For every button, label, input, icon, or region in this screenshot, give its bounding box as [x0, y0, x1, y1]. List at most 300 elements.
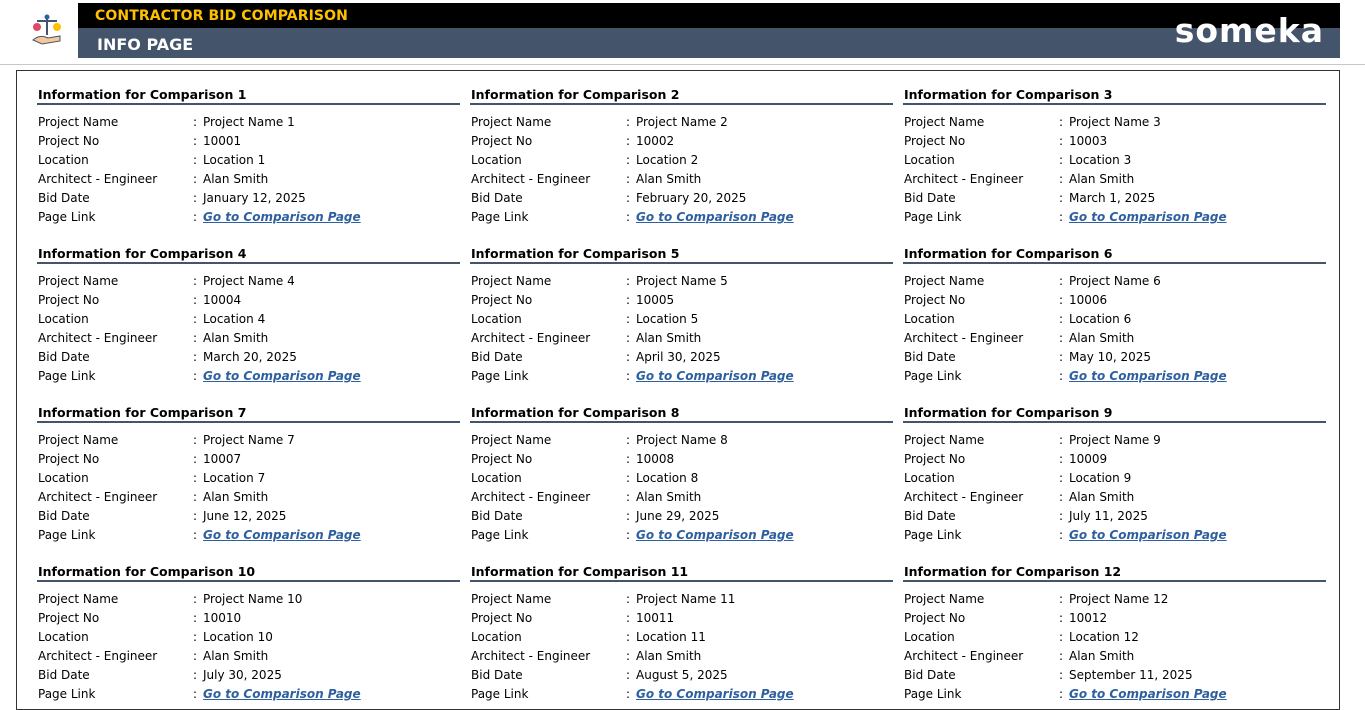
value-project-name: Project Name 3 — [1069, 115, 1161, 129]
go-to-comparison-link[interactable]: Go to Comparison Page — [1069, 369, 1227, 383]
label-page-link: Page Link — [471, 687, 529, 701]
value-bid-date: April 30, 2025 — [636, 350, 721, 364]
label-location: Location — [38, 312, 89, 326]
value-bid-date: August 5, 2025 — [636, 668, 728, 682]
comparison-card-1 — [37, 86, 460, 233]
row-location — [470, 469, 893, 488]
row-bid-date — [470, 189, 893, 208]
label-project-no: Project No — [38, 134, 100, 148]
colon: : — [1059, 630, 1064, 644]
app-logo — [16, 3, 78, 58]
label-project-name: Project Name — [38, 592, 119, 606]
colon: : — [193, 331, 198, 345]
label-page-link: Page Link — [38, 687, 96, 701]
colon: : — [626, 490, 631, 504]
row-project-name — [470, 272, 893, 291]
row-location — [903, 628, 1326, 647]
row-page-link — [37, 526, 460, 545]
colon: : — [1059, 210, 1064, 224]
label-architect: Architect - Engineer — [471, 331, 591, 345]
value-project-name: Project Name 6 — [1069, 274, 1161, 288]
row-page-link — [903, 685, 1326, 704]
value-project-no: 10010 — [203, 611, 242, 625]
label-bid-date: Bid Date — [38, 350, 90, 364]
label-project-name: Project Name — [471, 115, 552, 129]
value-project-name: Project Name 1 — [203, 115, 295, 129]
value-bid-date: March 1, 2025 — [1069, 191, 1156, 205]
row-page-link — [470, 208, 893, 227]
go-to-comparison-link[interactable]: Go to Comparison Page — [203, 528, 361, 542]
row-project-no — [470, 609, 893, 628]
colon: : — [193, 153, 198, 167]
value-project-name: Project Name 4 — [203, 274, 295, 288]
label-bid-date: Bid Date — [471, 509, 523, 523]
row-bid-date — [37, 507, 460, 526]
row-project-no — [37, 132, 460, 151]
colon: : — [193, 210, 198, 224]
value-project-no: 10005 — [636, 293, 675, 307]
info-panel — [16, 70, 1340, 710]
comparison-card-8 — [470, 404, 893, 551]
row-location — [470, 310, 893, 329]
row-project-name — [37, 431, 460, 450]
value-project-name: Project Name 10 — [203, 592, 303, 606]
comparison-card-12 — [903, 563, 1326, 710]
row-bid-date — [470, 507, 893, 526]
label-project-no: Project No — [904, 611, 966, 625]
row-architect — [470, 488, 893, 507]
colon: : — [1059, 687, 1064, 701]
colon: : — [193, 528, 198, 542]
go-to-comparison-link[interactable]: Go to Comparison Page — [636, 528, 794, 542]
colon: : — [626, 274, 631, 288]
colon: : — [193, 134, 198, 148]
value-location: Location 4 — [203, 312, 266, 326]
value-bid-date: January 12, 2025 — [203, 191, 306, 205]
row-page-link — [903, 526, 1326, 545]
row-page-link — [470, 367, 893, 386]
row-location — [470, 151, 893, 170]
value-location: Location 1 — [203, 153, 266, 167]
value-bid-date: June 12, 2025 — [203, 509, 287, 523]
colon: : — [626, 153, 631, 167]
value-project-no: 10007 — [203, 452, 242, 466]
colon: : — [193, 630, 198, 644]
colon: : — [626, 350, 631, 364]
colon: : — [193, 172, 198, 186]
label-bid-date: Bid Date — [904, 191, 956, 205]
row-location — [470, 628, 893, 647]
colon: : — [1059, 668, 1064, 682]
value-architect: Alan Smith — [1069, 331, 1135, 345]
value-project-name: Project Name 12 — [1069, 592, 1169, 606]
row-bid-date — [903, 666, 1326, 685]
colon: : — [1059, 528, 1064, 542]
row-project-name — [903, 272, 1326, 291]
comparison-card-7 — [37, 404, 460, 551]
card-title: Information for Comparison 4 — [37, 245, 460, 264]
row-bid-date — [37, 189, 460, 208]
label-architect: Architect - Engineer — [38, 490, 158, 504]
value-location: Location 9 — [1069, 471, 1132, 485]
colon: : — [193, 687, 198, 701]
row-bid-date — [903, 507, 1326, 526]
label-project-name: Project Name — [38, 433, 119, 447]
value-architect: Alan Smith — [636, 331, 702, 345]
label-page-link: Page Link — [38, 528, 96, 542]
colon: : — [626, 509, 631, 523]
colon: : — [1059, 649, 1064, 663]
colon: : — [1059, 153, 1064, 167]
comparison-card-9 — [903, 404, 1326, 551]
value-location: Location 11 — [636, 630, 706, 644]
row-project-no — [903, 609, 1326, 628]
label-location: Location — [38, 630, 89, 644]
colon: : — [193, 191, 198, 205]
value-project-no: 10006 — [1069, 293, 1108, 307]
value-bid-date: June 29, 2025 — [636, 509, 720, 523]
row-architect — [470, 170, 893, 189]
value-location: Location 5 — [636, 312, 699, 326]
comparison-card-6 — [903, 245, 1326, 392]
label-architect: Architect - Engineer — [471, 172, 591, 186]
colon: : — [193, 293, 198, 307]
row-architect — [903, 488, 1326, 507]
card-title: Information for Comparison 6 — [903, 245, 1326, 264]
label-architect: Architect - Engineer — [38, 331, 158, 345]
colon: : — [193, 274, 198, 288]
page-title: INFO PAGE — [97, 35, 194, 54]
label-project-name: Project Name — [904, 592, 985, 606]
row-page-link — [903, 208, 1326, 227]
colon: : — [1059, 433, 1064, 447]
row-project-no — [37, 609, 460, 628]
row-bid-date — [470, 348, 893, 367]
colon: : — [626, 649, 631, 663]
row-project-no — [470, 132, 893, 151]
header-divider — [0, 64, 1365, 65]
colon: : — [626, 172, 631, 186]
colon: : — [1059, 134, 1064, 148]
card-title: Information for Comparison 12 — [903, 563, 1326, 582]
go-to-comparison-link[interactable]: Go to Comparison Page — [203, 369, 361, 383]
value-location: Location 8 — [636, 471, 699, 485]
colon: : — [1059, 191, 1064, 205]
label-page-link: Page Link — [38, 369, 96, 383]
label-location: Location — [904, 153, 955, 167]
label-page-link: Page Link — [904, 528, 962, 542]
label-project-name: Project Name — [471, 592, 552, 606]
colon: : — [193, 509, 198, 523]
row-bid-date — [37, 348, 460, 367]
row-architect — [903, 170, 1326, 189]
label-architect: Architect - Engineer — [38, 172, 158, 186]
value-architect: Alan Smith — [203, 490, 269, 504]
row-project-no — [37, 291, 460, 310]
go-to-comparison-link[interactable]: Go to Comparison Page — [636, 687, 794, 701]
colon: : — [1059, 350, 1064, 364]
label-page-link: Page Link — [471, 369, 529, 383]
label-page-link: Page Link — [904, 369, 962, 383]
value-architect: Alan Smith — [1069, 490, 1135, 504]
row-location — [37, 628, 460, 647]
label-project-no: Project No — [471, 293, 533, 307]
row-project-name — [37, 113, 460, 132]
row-project-name — [37, 590, 460, 609]
value-project-no: 10004 — [203, 293, 242, 307]
label-project-name: Project Name — [38, 274, 119, 288]
colon: : — [193, 369, 198, 383]
comparison-card-3 — [903, 86, 1326, 233]
row-architect — [37, 329, 460, 348]
colon: : — [1059, 369, 1064, 383]
label-page-link: Page Link — [471, 528, 529, 542]
row-location — [903, 310, 1326, 329]
label-project-no: Project No — [38, 452, 100, 466]
row-architect — [37, 170, 460, 189]
row-page-link — [37, 685, 460, 704]
row-project-name — [903, 113, 1326, 132]
value-bid-date: May 10, 2025 — [1069, 350, 1152, 364]
colon: : — [1059, 331, 1064, 345]
colon: : — [193, 592, 198, 606]
colon: : — [626, 312, 631, 326]
colon: : — [1059, 611, 1064, 625]
label-architect: Architect - Engineer — [904, 649, 1024, 663]
value-project-no: 10008 — [636, 452, 675, 466]
colon: : — [193, 115, 198, 129]
value-project-no: 10003 — [1069, 134, 1108, 148]
comparison-card-5 — [470, 245, 893, 392]
colon: : — [193, 649, 198, 663]
label-project-name: Project Name — [904, 433, 985, 447]
card-title: Information for Comparison 8 — [470, 404, 893, 423]
label-project-no: Project No — [471, 611, 533, 625]
label-location: Location — [38, 471, 89, 485]
colon: : — [1059, 471, 1064, 485]
card-title: Information for Comparison 2 — [470, 86, 893, 105]
colon: : — [626, 191, 631, 205]
brand-logo[interactable]: someka — [1174, 11, 1324, 50]
go-to-comparison-link[interactable]: Go to Comparison Page — [636, 369, 794, 383]
label-project-no: Project No — [38, 611, 100, 625]
row-page-link — [903, 367, 1326, 386]
label-architect: Architect - Engineer — [904, 331, 1024, 345]
card-title: Information for Comparison 10 — [37, 563, 460, 582]
colon: : — [626, 210, 631, 224]
comparison-card-11 — [470, 563, 893, 710]
card-title: Information for Comparison 5 — [470, 245, 893, 264]
row-project-no — [903, 291, 1326, 310]
card-title: Information for Comparison 1 — [37, 86, 460, 105]
row-page-link — [37, 208, 460, 227]
colon: : — [193, 471, 198, 485]
label-bid-date: Bid Date — [38, 509, 90, 523]
label-page-link: Page Link — [904, 210, 962, 224]
label-location: Location — [471, 630, 522, 644]
value-project-name: Project Name 5 — [636, 274, 728, 288]
label-location: Location — [38, 153, 89, 167]
colon: : — [193, 433, 198, 447]
label-project-no: Project No — [38, 293, 100, 307]
value-location: Location 10 — [203, 630, 273, 644]
value-bid-date: July 11, 2025 — [1069, 509, 1148, 523]
row-architect — [903, 329, 1326, 348]
label-page-link: Page Link — [471, 210, 529, 224]
label-page-link: Page Link — [904, 687, 962, 701]
label-location: Location — [471, 312, 522, 326]
value-project-no: 10011 — [636, 611, 675, 625]
value-location: Location 7 — [203, 471, 266, 485]
row-project-name — [470, 590, 893, 609]
row-page-link — [470, 685, 893, 704]
value-architect: Alan Smith — [203, 331, 269, 345]
label-location: Location — [904, 630, 955, 644]
value-architect: Alan Smith — [1069, 649, 1135, 663]
value-location: Location 12 — [1069, 630, 1139, 644]
row-architect — [37, 647, 460, 666]
label-bid-date: Bid Date — [38, 191, 90, 205]
row-project-name — [903, 590, 1326, 609]
go-to-comparison-link[interactable]: Go to Comparison Page — [203, 210, 361, 224]
label-project-no: Project No — [904, 293, 966, 307]
colon: : — [1059, 312, 1064, 326]
go-to-comparison-link[interactable]: Go to Comparison Page — [636, 210, 794, 224]
card-title: Information for Comparison 11 — [470, 563, 893, 582]
value-architect: Alan Smith — [203, 649, 269, 663]
row-architect — [37, 488, 460, 507]
go-to-comparison-link[interactable]: Go to Comparison Page — [1069, 210, 1227, 224]
label-bid-date: Bid Date — [471, 668, 523, 682]
colon: : — [193, 312, 198, 326]
colon: : — [1059, 509, 1064, 523]
value-project-no: 10002 — [636, 134, 675, 148]
label-project-no: Project No — [471, 452, 533, 466]
colon: : — [626, 331, 631, 345]
row-page-link — [37, 367, 460, 386]
row-bid-date — [903, 348, 1326, 367]
colon: : — [626, 668, 631, 682]
row-location — [903, 151, 1326, 170]
go-to-comparison-link[interactable]: Go to Comparison Page — [1069, 687, 1227, 701]
label-project-no: Project No — [471, 134, 533, 148]
row-project-no — [470, 291, 893, 310]
row-bid-date — [470, 666, 893, 685]
colon: : — [1059, 293, 1064, 307]
row-page-link — [470, 526, 893, 545]
comparison-card-2 — [470, 86, 893, 233]
colon: : — [1059, 592, 1064, 606]
colon: : — [1059, 274, 1064, 288]
label-project-no: Project No — [904, 452, 966, 466]
value-bid-date: July 30, 2025 — [203, 668, 282, 682]
row-project-name — [470, 431, 893, 450]
row-architect — [470, 647, 893, 666]
value-bid-date: February 20, 2025 — [636, 191, 747, 205]
value-architect: Alan Smith — [636, 172, 702, 186]
label-location: Location — [471, 471, 522, 485]
card-title: Information for Comparison 7 — [37, 404, 460, 423]
label-bid-date: Bid Date — [38, 668, 90, 682]
value-project-name: Project Name 11 — [636, 592, 736, 606]
value-project-name: Project Name 9 — [1069, 433, 1161, 447]
label-architect: Architect - Engineer — [904, 172, 1024, 186]
label-bid-date: Bid Date — [904, 668, 956, 682]
colon: : — [626, 687, 631, 701]
colon: : — [193, 452, 198, 466]
row-location — [37, 469, 460, 488]
row-location — [903, 469, 1326, 488]
row-location — [37, 151, 460, 170]
colon: : — [626, 630, 631, 644]
row-bid-date — [903, 189, 1326, 208]
colon: : — [626, 433, 631, 447]
label-location: Location — [471, 153, 522, 167]
value-location: Location 3 — [1069, 153, 1132, 167]
value-project-no: 10012 — [1069, 611, 1108, 625]
label-project-no: Project No — [904, 134, 966, 148]
colon: : — [1059, 490, 1064, 504]
row-project-name — [903, 431, 1326, 450]
value-architect: Alan Smith — [203, 172, 269, 186]
label-architect: Architect - Engineer — [471, 649, 591, 663]
colon: : — [193, 350, 198, 364]
scales-hand-icon — [30, 13, 64, 47]
colon: : — [193, 611, 198, 625]
colon: : — [626, 452, 631, 466]
row-project-name — [37, 272, 460, 291]
colon: : — [626, 134, 631, 148]
label-location: Location — [904, 312, 955, 326]
label-architect: Architect - Engineer — [38, 649, 158, 663]
colon: : — [626, 115, 631, 129]
label-architect: Architect - Engineer — [904, 490, 1024, 504]
colon: : — [626, 369, 631, 383]
value-bid-date: September 11, 2025 — [1069, 668, 1193, 682]
colon: : — [626, 471, 631, 485]
colon: : — [626, 293, 631, 307]
value-architect: Alan Smith — [636, 490, 702, 504]
label-project-name: Project Name — [471, 433, 552, 447]
card-title: Information for Comparison 3 — [903, 86, 1326, 105]
label-project-name: Project Name — [904, 274, 985, 288]
label-page-link: Page Link — [38, 210, 96, 224]
row-architect — [470, 329, 893, 348]
card-title: Information for Comparison 9 — [903, 404, 1326, 423]
label-bid-date: Bid Date — [471, 350, 523, 364]
label-bid-date: Bid Date — [904, 509, 956, 523]
comparison-card-10 — [37, 563, 460, 710]
colon: : — [626, 611, 631, 625]
go-to-comparison-link[interactable]: Go to Comparison Page — [203, 687, 361, 701]
header-bar — [16, 3, 1340, 58]
label-location: Location — [904, 471, 955, 485]
row-architect — [903, 647, 1326, 666]
colon: : — [193, 668, 198, 682]
colon: : — [626, 528, 631, 542]
go-to-comparison-link[interactable]: Go to Comparison Page — [1069, 528, 1227, 542]
value-architect: Alan Smith — [1069, 172, 1135, 186]
label-bid-date: Bid Date — [904, 350, 956, 364]
row-project-no — [903, 132, 1326, 151]
row-project-no — [470, 450, 893, 469]
value-project-name: Project Name 7 — [203, 433, 295, 447]
label-bid-date: Bid Date — [471, 191, 523, 205]
label-project-name: Project Name — [904, 115, 985, 129]
colon: : — [1059, 115, 1064, 129]
colon: : — [1059, 452, 1064, 466]
row-project-no — [903, 450, 1326, 469]
